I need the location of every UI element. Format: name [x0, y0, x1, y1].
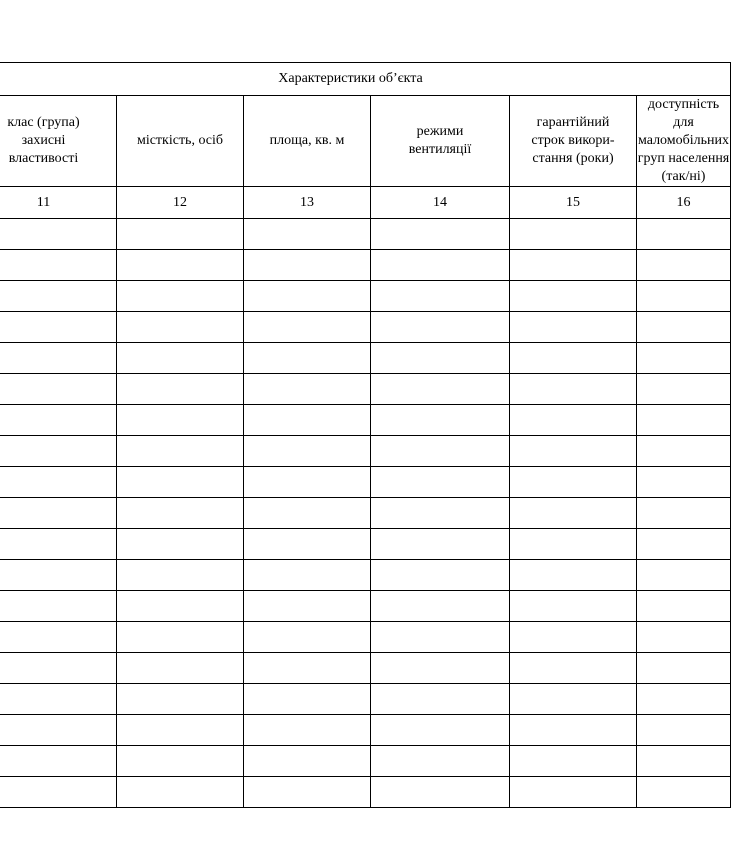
- table-cell: [0, 746, 117, 777]
- table-cell: [371, 684, 510, 715]
- table-cell: [117, 343, 244, 374]
- column-number-13: 13: [244, 187, 371, 219]
- table-cell: [510, 343, 637, 374]
- table-cell: [510, 436, 637, 467]
- table-cell: [510, 467, 637, 498]
- table-cell: [0, 343, 117, 374]
- table-cell: [117, 777, 244, 808]
- object-characteristics-table: [0, 62, 731, 808]
- table-cell: [637, 653, 731, 684]
- table-cell: [0, 777, 117, 808]
- table-cell: [637, 343, 731, 374]
- table-row: [0, 436, 731, 467]
- table-cell: [244, 343, 371, 374]
- table-cell: [371, 746, 510, 777]
- table-cell: [0, 281, 117, 312]
- table-cell: [244, 250, 371, 281]
- table-cell: [510, 281, 637, 312]
- table-cell: [0, 250, 117, 281]
- table-cell: [117, 591, 244, 622]
- table-cell: [637, 715, 731, 746]
- table-cell: [244, 529, 371, 560]
- table-cell: [244, 436, 371, 467]
- table-cell: [244, 312, 371, 343]
- table-row: [0, 250, 731, 281]
- table-body: [0, 219, 731, 808]
- table-row: [0, 777, 731, 808]
- table-cell: [117, 374, 244, 405]
- table-cell: [371, 715, 510, 746]
- table-cell: [371, 312, 510, 343]
- table-cell: [0, 312, 117, 343]
- table-cell: [510, 405, 637, 436]
- table-cell: [244, 560, 371, 591]
- table-cell: [244, 746, 371, 777]
- table-cell: [117, 529, 244, 560]
- table-cell: [371, 498, 510, 529]
- table-cell: [371, 405, 510, 436]
- table-row: [0, 715, 731, 746]
- table-cell: [0, 467, 117, 498]
- table-cell: [510, 653, 637, 684]
- table-cell: [510, 746, 637, 777]
- table-row: [0, 374, 731, 405]
- table-cell: [637, 436, 731, 467]
- table-row: [0, 281, 731, 312]
- column-number-16: 16: [637, 187, 731, 219]
- table-row: [0, 653, 731, 684]
- table-cell: [371, 436, 510, 467]
- table-cell: [244, 591, 371, 622]
- table-cell: [371, 591, 510, 622]
- table-cell: [0, 405, 117, 436]
- table-cell: [371, 622, 510, 653]
- table-cell: [637, 312, 731, 343]
- table-row: [0, 622, 731, 653]
- table-cell: [371, 281, 510, 312]
- table-cell: [510, 498, 637, 529]
- table-cell: [117, 653, 244, 684]
- column-header-area: площа, кв. м: [244, 96, 371, 187]
- table-cell: [510, 219, 637, 250]
- table-cell: [637, 746, 731, 777]
- table-cell: [0, 498, 117, 529]
- table-cell: [510, 715, 637, 746]
- table-cell: [637, 250, 731, 281]
- table-cell: [117, 715, 244, 746]
- table-cell: [117, 746, 244, 777]
- table-cell: [117, 281, 244, 312]
- table-cell: [637, 405, 731, 436]
- table-cell: [510, 374, 637, 405]
- table-cell: [0, 374, 117, 405]
- table-cell: [0, 591, 117, 622]
- table-cell: [510, 560, 637, 591]
- table-cell: [510, 529, 637, 560]
- table-row: [0, 591, 731, 622]
- table-cell: [510, 777, 637, 808]
- table-row: [0, 219, 731, 250]
- table-row: [0, 560, 731, 591]
- characteristics-table-container: [0, 62, 730, 793]
- table-cell: [0, 560, 117, 591]
- table-cell: [244, 467, 371, 498]
- table-cell: [510, 312, 637, 343]
- table-cell: [371, 219, 510, 250]
- table-cell: [244, 281, 371, 312]
- table-cell: [371, 560, 510, 591]
- table-row: [0, 312, 731, 343]
- group-header-cell: Характеристики об’єкта: [0, 63, 731, 96]
- column-number-12: 12: [117, 187, 244, 219]
- column-number-11: 11: [0, 187, 117, 219]
- table-cell: [244, 715, 371, 746]
- column-number-14: 14: [371, 187, 510, 219]
- table-cell: [117, 436, 244, 467]
- table-cell: [0, 436, 117, 467]
- table-cell: [637, 374, 731, 405]
- table-cell: [371, 467, 510, 498]
- table-cell: [371, 529, 510, 560]
- table-row: [0, 684, 731, 715]
- table-row: [0, 467, 731, 498]
- column-header-warranty-period: гарантійний строк викори- стання (роки): [510, 96, 637, 187]
- table-cell: [637, 684, 731, 715]
- table-cell: [117, 622, 244, 653]
- table-cell: [371, 653, 510, 684]
- column-number-15: 15: [510, 187, 637, 219]
- table-cell: [510, 684, 637, 715]
- table-cell: [244, 219, 371, 250]
- table-cell: [637, 560, 731, 591]
- table-cell: [637, 498, 731, 529]
- table-cell: [244, 684, 371, 715]
- table-cell: [637, 622, 731, 653]
- table-cell: [637, 529, 731, 560]
- table-cell: [371, 343, 510, 374]
- table-cell: [510, 622, 637, 653]
- column-header-accessibility: доступність для маломобільних груп населення (так/ні): [637, 96, 731, 187]
- table-cell: [510, 250, 637, 281]
- table-cell: [117, 498, 244, 529]
- table-cell: [0, 653, 117, 684]
- table-cell: [117, 219, 244, 250]
- table-cell: [117, 684, 244, 715]
- table-cell: [0, 219, 117, 250]
- column-header-capacity: місткість, осіб: [117, 96, 244, 187]
- table-cell: [637, 219, 731, 250]
- table-cell: [244, 653, 371, 684]
- table-cell: [244, 622, 371, 653]
- table-row: [0, 405, 731, 436]
- table-row: [0, 746, 731, 777]
- table-cell: [244, 498, 371, 529]
- table-cell: [0, 622, 117, 653]
- table-cell: [637, 467, 731, 498]
- table-cell: [637, 281, 731, 312]
- table-cell: [0, 684, 117, 715]
- table-cell: [371, 250, 510, 281]
- table-cell: [637, 777, 731, 808]
- column-header-ventilation-modes: режими вентиляції: [371, 96, 510, 187]
- table-cell: [244, 374, 371, 405]
- table-row: [0, 529, 731, 560]
- table-cell: [244, 405, 371, 436]
- table-cell: [0, 529, 117, 560]
- table-row: [0, 498, 731, 529]
- table-cell: [0, 715, 117, 746]
- table-cell: [244, 777, 371, 808]
- table-cell: [117, 560, 244, 591]
- table-cell: [637, 591, 731, 622]
- table-cell: [117, 250, 244, 281]
- table-cell: [117, 312, 244, 343]
- column-header-protective-class: клас (група) захисні властивості: [0, 96, 117, 187]
- table-cell: [117, 467, 244, 498]
- table-cell: [371, 374, 510, 405]
- table-cell: [117, 405, 244, 436]
- table-row: [0, 343, 731, 374]
- table-cell: [510, 591, 637, 622]
- table-cell: [371, 777, 510, 808]
